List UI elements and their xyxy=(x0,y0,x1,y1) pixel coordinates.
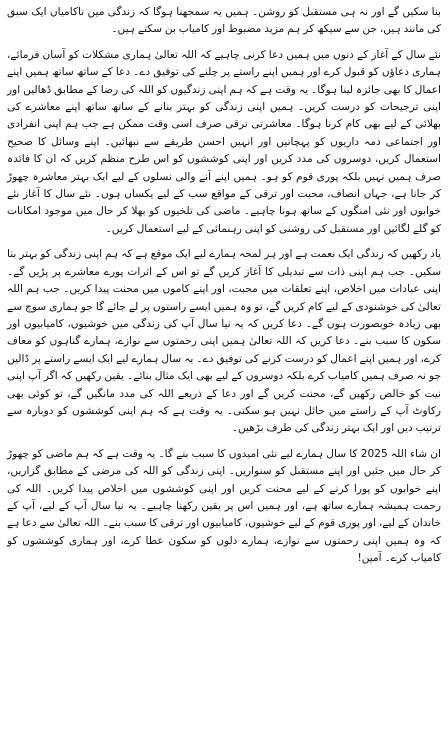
article-paragraph: ان شاء اللہ 2025 کا سال ہمارے لیے نئی امیدوں کا سبب بنے گا۔ یہ وقت ہے کہ ہم ماضی کو چھوڑ کر حال میں جئیں اور اپنے مستقبل کو سنواریں۔ اپنی زندگی کو اللہ کی مرضی کے مطابق گزاریں، اپنے خوابوں کو پورا کرنے کے لیے محنت کریں اور اپنی کوششوں میں اخلاص پیدا کریں۔ اللہ کی رحمت ہمیشہ ہمارے ساتھ ہے، اور ہمیں اس پر یقین رکھنا چاہیے۔ یہ نیا سال آپ کے لیے، آپ کے خاندان کے لیے، اور پوری قوم کے لیے خوشیوں، کامیابیوں اور ترقی کا سبب بنے۔ اللہ تعالیٰ سے دعا ہے کہ وہ ہمیں اپنی رحمتوں سے نوازے، ہمارے دلوں کو سکون عطا کرے، اور ہماری کوششوں کو کامیاب کرے۔ آمین! xyxy=(7,447,441,565)
article-paragraph: بنا سکیں گے اور نہ ہی مستقبل کو روشن۔ ہمیں یہ سمجھنا ہوگا کہ زندگی میں ناکامیاں ایک سبق کی مانند ہیں، جن سے سیکھ کر ہم مزید مضبوط اور کامیاب بن سکتے ہیں۔ xyxy=(7,6,441,36)
article-paragraph: یاد رکھیں کہ زندگی ایک نعمت ہے اور ہر لمحہ ہمارے لیے ایک موقع ہے کہ ہم اپنی زندگی کو بہتر بنا سکیں۔ جب ہم اپنی ذات سے تبدیلی کا آغاز کریں گے تو اس کے اثرات پورے معاشرے پر پڑیں گے۔ اپنی عبادات میں اخلاص، اپنے تعلقات میں محبت، اور اپنے کاموں میں محنت پیدا کریں۔ جب ہم اللہ تعالیٰ کی خوشنودی کے لیے کام کریں گے، تو وہ ہمیں ایسے راستوں پر لے جائے گا جو ہماری سوچ سے بھی زیادہ خوبصورت ہوں گے۔ دعا کریں کہ یہ نیا سال آپ کی زندگی میں خوشیوں، کامیابیوں اور سکون کا سبب بنے۔ دعا کریں کہ اللہ تعالیٰ ہمیں اپنی رحمتوں سے نوازے، ہمارے گناہوں کو معاف کرے، اور ہمیں اپنے اعمال کو درست کرنے کی توفیق دے۔ یہ سال ہمارے لیے ایک ایسے راستے پر ڈالیں جو نہ صرف ہمیں کامیاب کرے بلکہ دوسروں کے لیے بھی ایک مثال بنائے۔ یقین رکھیں کہ اگر آپ اپنی نیت کو خالص رکھیں گے، محنت کریں گے اور دعا کے ذریعے اللہ کی مدد مانگیں گے، تو کوئی بھی رکاوٹ آپ کے راستے میں حائل نہیں ہو سکتی۔ یہ وقت ہے کہ ہم اپنی کوششوں کو دوبارہ سے ترتیب دیں اور ایک بہتر زندگی کی طرف بڑھیں۔ xyxy=(7,248,441,435)
article-paragraph: نئے سال کے آغاز کے دنوں میں ہمیں دعا کرنی چاہیے کہ اللہ تعالیٰ ہماری مشکلات کو آسان فرمائے، ہماری دعاؤں کو قبول کرے اور ہمیں اپنے راستے پر چلنے کی توفیق دے۔ دعا کے ساتھ ساتھ ہمیں اپنے اعمال کا بھی جائزہ لینا ہوگا۔ یہ وقت ہے کہ ہم اپنی زندگیوں کو اللہ کی رضا کے مطابق ڈھالیں اور اپنی ترجیحات کو درست کریں۔ ہمیں اپنی زندگی کو بہتر بنانے کے ساتھ ساتھ اپنے معاشرے کی بھلائی کے لیے بھی کام کرنا ہوگا۔ معاشرتی ترقی صرف اسی وقت ممکن ہے جب ہم اپنی انفرادی اور اجتماعی ذمہ داریوں کو پہچانیں اور انہیں احسن طریقے سے نبھائیں۔ اپنے وسائل کا صحیح استعمال کریں، دوسروں کی مدد کریں اور اپنی کوششوں کو اس طرح منظم کریں کہ ان کا فائدہ صرف ہمیں نہیں بلکہ پوری قوم کو ہو۔ ہمیں اپنے آنے والی نسلوں کے لیے ایک بہتر معاشرہ چھوڑ کر جانا ہے، جہاں انصاف، محبت اور ترقی کے مواقع سب کے لیے یکساں ہوں۔ نئے سال کا آغاز نئے خوابوں اور نئی امنگوں کے ساتھ ہونا چاہیے۔ ماضی کی تلخیوں کو بھلا کر حال میں موجود امکانات کو گلے لگائیں اور مستقبل کی روشنی کو اپنی رہنمائی کے لیے استعمال کریں۔ xyxy=(7,48,441,235)
